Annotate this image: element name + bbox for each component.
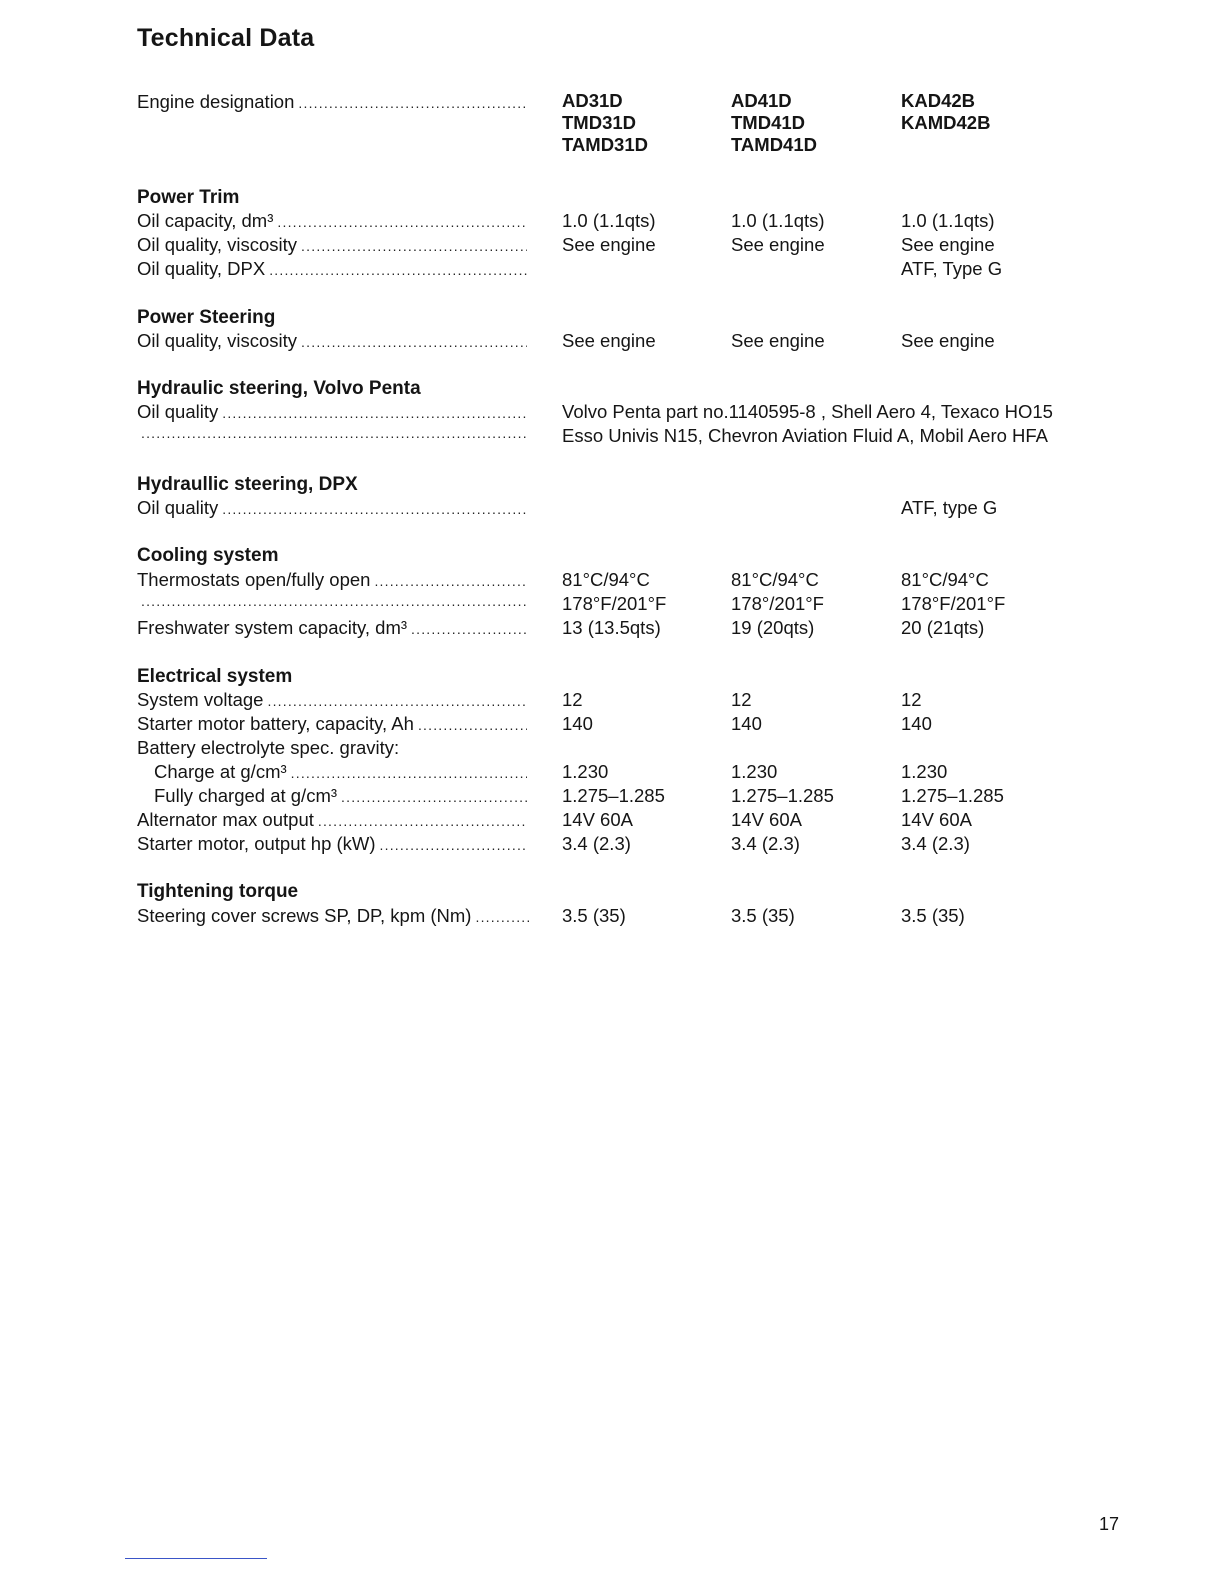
spec-value: 12 — [731, 689, 752, 710]
spec-value: See engine — [731, 330, 825, 351]
spec-value: 140 — [901, 713, 932, 734]
spec-value: 3.4 (2.3) — [901, 833, 970, 854]
spec-value: 14V 60A — [731, 809, 802, 830]
spec-label: Oil quality, viscosity ..... — [137, 234, 527, 256]
spec-value: 1.275–1.285 — [562, 785, 665, 806]
spec-value: See engine — [901, 330, 995, 351]
spec-row — [0, 497, 1224, 521]
spec-value: 20 (21qts) — [901, 617, 985, 638]
section-heading-hydraulic-steering-dpx: Hydraullic steering, DPX — [137, 474, 358, 495]
spec-value: 1.0 (1.1qts) — [901, 210, 995, 231]
spec-row — [0, 689, 1224, 713]
spec-row — [0, 401, 1224, 425]
spec-value: 3.5 (35) — [562, 905, 626, 926]
spec-label — [137, 593, 527, 609]
spec-row — [0, 330, 1224, 354]
spec-value: See engine — [901, 234, 995, 255]
spec-label: Thermostats open/fully open ..... — [137, 569, 527, 591]
spec-value: 12 — [562, 689, 583, 710]
spec-value: 14V 60A — [901, 809, 972, 830]
spec-label: Oil quality ..... — [137, 497, 527, 519]
spec-value: 178°/201°F — [731, 593, 824, 614]
spec-label: Starter motor, output hp (kW) ..... — [137, 833, 527, 855]
spec-label: Battery electrolyte spec. gravity: — [137, 737, 400, 758]
spec-value: 1.275–1.285 — [901, 785, 1004, 806]
spec-value: 3.4 (2.3) — [731, 833, 800, 854]
spec-value: ATF, type G — [901, 497, 998, 518]
spec-value: Esso Univis N15, Chevron Aviation Fluid A, Mobil Aero HFA — [562, 425, 1049, 446]
page-title: Technical Data — [137, 24, 315, 52]
spec-label: Charge at g/cm³ ..... — [154, 761, 527, 783]
spec-value: See engine — [562, 234, 656, 255]
spec-label: Oil quality, viscosity ..... — [137, 330, 527, 352]
spec-value: 178°F/201°F — [562, 593, 667, 614]
spec-value: See engine — [731, 234, 825, 255]
spec-value: 12 — [901, 689, 922, 710]
spec-row — [0, 425, 1224, 449]
spec-value: 1.230 — [901, 761, 948, 782]
spec-value: 1.230 — [562, 761, 609, 782]
engine-column-2: AD41D TMD41D TAMD41D — [731, 90, 817, 155]
spec-value: 81°C/94°C — [901, 569, 989, 590]
spec-value: 178°F/201°F — [901, 593, 1006, 614]
section-heading-cooling-system: Cooling system — [137, 545, 279, 566]
spec-row — [0, 809, 1224, 833]
spec-row — [0, 761, 1224, 785]
spec-row — [0, 210, 1224, 234]
spec-label: Steering cover screws SP, DP, kpm (Nm) ..... — [137, 905, 529, 927]
section-heading-tightening-torque: Tightening torque — [137, 881, 299, 902]
spec-value: 3.5 (35) — [901, 905, 965, 926]
spec-value: 1.0 (1.1qts) — [562, 210, 656, 231]
spec-label: Fully charged at g/cm³ ..... — [154, 785, 527, 807]
spec-row — [0, 234, 1224, 258]
spec-row — [0, 737, 1224, 761]
spec-value: 81°C/94°C — [731, 569, 819, 590]
spec-label: Freshwater system capacity, dm³ ..... — [137, 617, 527, 639]
spec-label: Starter motor battery, capacity, Ah ..... — [137, 713, 527, 735]
spec-row — [0, 833, 1224, 857]
spec-value: 14V 60A — [562, 809, 633, 830]
spec-value: See engine — [562, 330, 656, 351]
spec-row — [0, 258, 1224, 282]
engine-column-3: KAD42B KAMD42B — [901, 90, 991, 133]
spec-value: 81°C/94°C — [562, 569, 650, 590]
spec-value: 1.230 — [731, 761, 778, 782]
spec-label: Engine designation ..... — [137, 91, 527, 113]
section-heading-power-trim: Power Trim — [137, 187, 240, 208]
section-heading-hydraulic-steering-volvo: Hydraulic steering, Volvo Penta — [137, 378, 421, 399]
spec-label: Alternator max output ..... — [137, 809, 527, 831]
spec-value: 140 — [562, 713, 593, 734]
section-heading-electrical-system: Electrical system — [137, 666, 293, 687]
spec-label: Oil quality ..... — [137, 401, 527, 423]
spec-row — [0, 905, 1224, 929]
spec-label: System voltage ..... — [137, 689, 527, 711]
footer-rule — [125, 1558, 267, 1559]
spec-value: 19 (20qts) — [731, 617, 815, 638]
spec-label: Oil capacity, dm³ ..... — [137, 210, 527, 232]
spec-value: Volvo Penta part no.1140595-8 , Shell Aero 4, Texaco HO15 — [562, 401, 1053, 422]
spec-label — [137, 425, 527, 441]
spec-value: 13 (13.5qts) — [562, 617, 661, 638]
page-number: 17 — [1099, 1514, 1120, 1534]
section-heading-power-steering: Power Steering — [137, 307, 276, 328]
spec-row — [0, 785, 1224, 809]
spec-row — [0, 713, 1224, 737]
spec-value: 3.4 (2.3) — [562, 833, 631, 854]
engine-column-1: AD31D TMD31D TAMD31D — [562, 90, 648, 155]
spec-value: ATF, Type G — [901, 258, 1003, 279]
spec-row — [0, 569, 1224, 593]
spec-label: Oil quality, DPX ..... — [137, 258, 527, 280]
spec-value: 3.5 (35) — [731, 905, 795, 926]
spec-value: 1.0 (1.1qts) — [731, 210, 825, 231]
spec-value: 1.275–1.285 — [731, 785, 834, 806]
spec-value: 140 — [731, 713, 762, 734]
spec-row — [0, 617, 1224, 641]
spec-row — [0, 593, 1224, 617]
